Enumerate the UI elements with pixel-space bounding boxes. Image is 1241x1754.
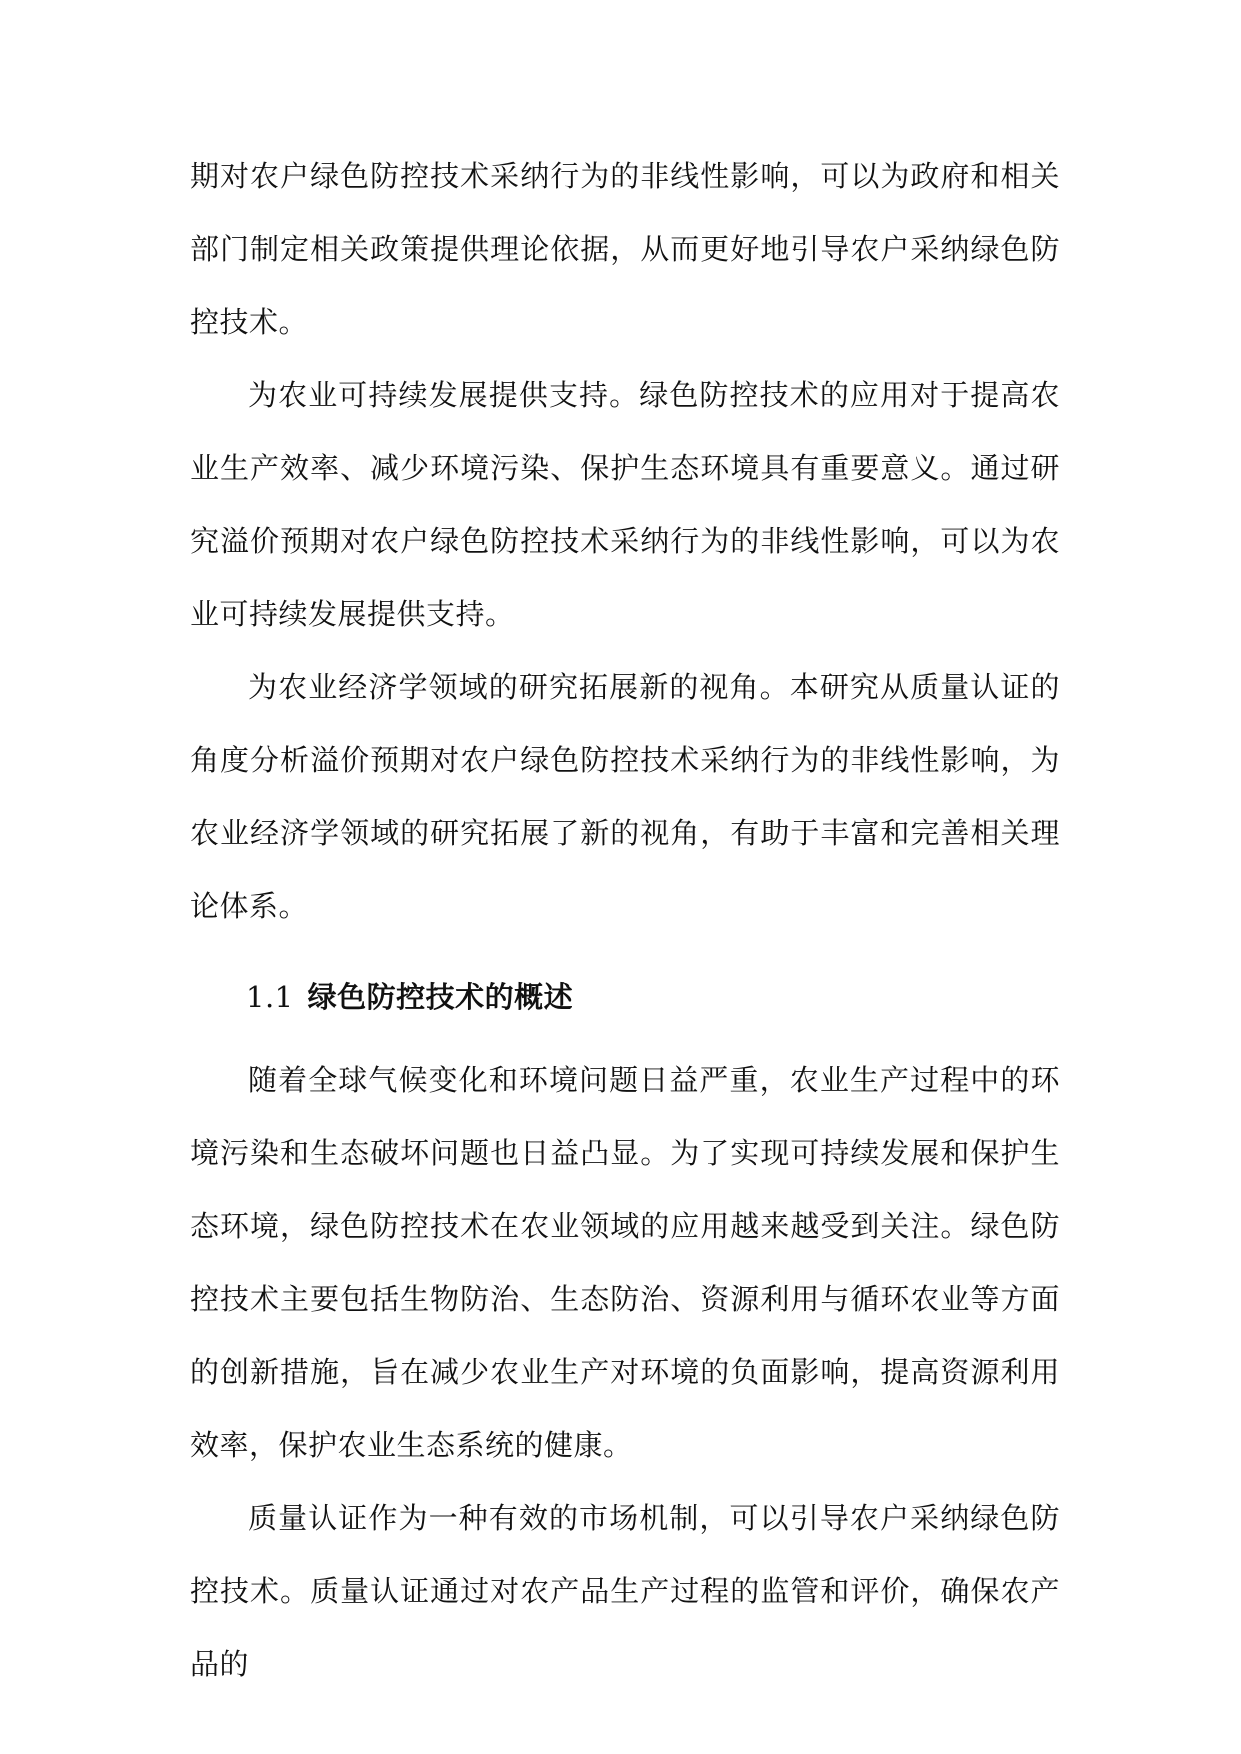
paragraph-sustainable-agriculture: 为农业可持续发展提供支持。绿色防控技术的应用对于提高农业生产效率、减少环境污染、保护生态环境具有重要意义。通过研究溢价预期对农户绿色防控技术采纳行为的非线性影响，可以为农业可持续发展提供支持。 (190, 378, 1060, 631)
section-number: 1.1 (246, 980, 294, 1014)
paragraph-continuation: 期对农户绿色防控技术采纳行为的非线性影响，可以为政府和相关部门制定相关政策提供理论依据，从而更好地引导农户采纳绿色防控技术。 (190, 159, 1060, 339)
document-body (190, 140, 1060, 1701)
paragraph-quality-certification: 质量认证作为一种有效的市场机制，可以引导农户采纳绿色防控技术。质量认证通过对农产品生产过程的监管和评价，确保农产品的 (190, 1501, 1060, 1681)
section-heading (190, 961, 1060, 1034)
section-title: 绿色防控技术的概述 (307, 980, 574, 1014)
paragraph-new-perspective: 为农业经济学领域的研究拓展新的视角。本研究从质量认证的角度分析溢价预期对农户绿色防控技术采纳行为的非线性影响，为农业经济学领域的研究拓展了新的视角，有助于丰富和完善相关理论体系。 (190, 670, 1060, 923)
paragraph-green-control-overview: 随着全球气候变化和环境问题日益严重，农业生产过程中的环境污染和生态破坏问题也日益凸显。为了实现可持续发展和保护生态环境，绿色防控技术在农业领域的应用越来越受到关注。绿色防控技术主要包括生物防治、生态防治、资源利用与循环农业等方面的创新措施，旨在减少农业生产对环境的负面影响，提高资源利用效率，保护农业生态系统的健康。 (190, 1063, 1060, 1462)
